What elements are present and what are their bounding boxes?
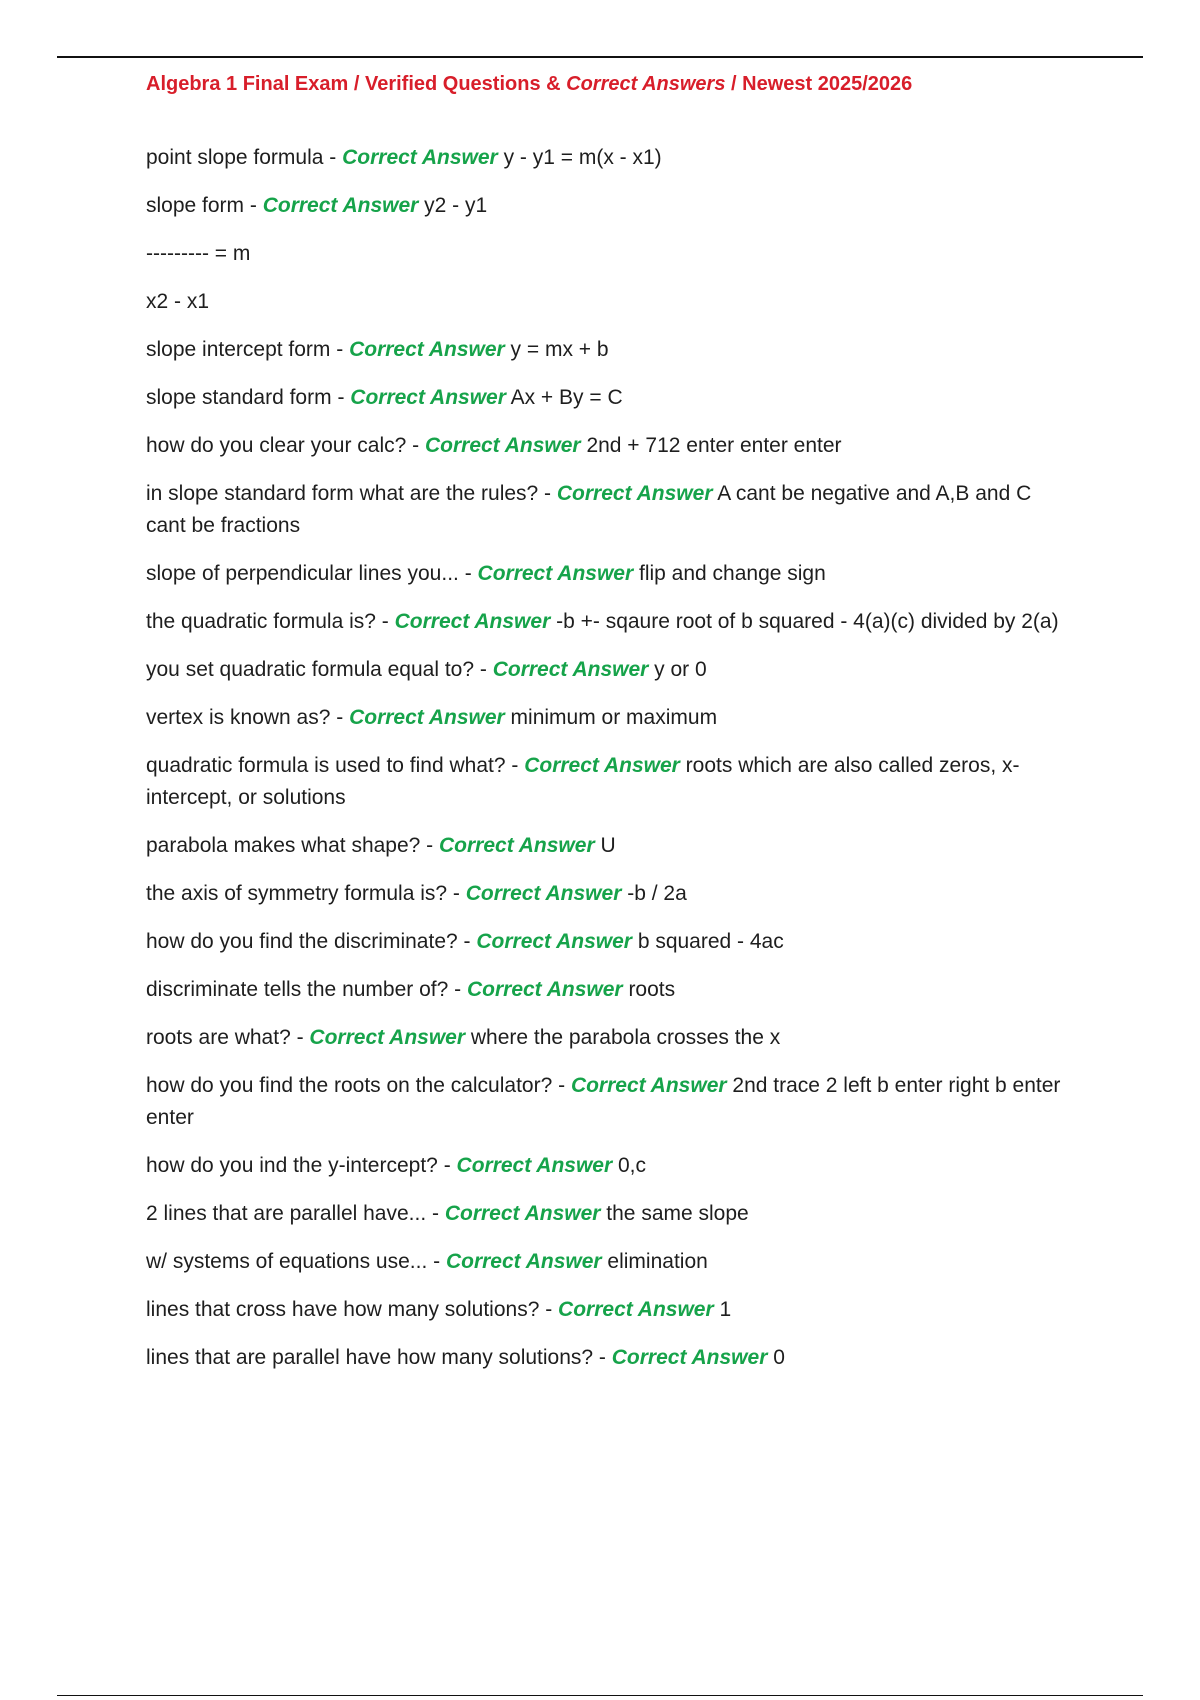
text-line: x2 - x1 (146, 290, 210, 313)
answer-text: y2 - y1 (424, 194, 488, 217)
separator: - (538, 482, 557, 505)
answer-text: 2nd + 712 enter enter enter (586, 434, 842, 457)
separator: - (330, 338, 350, 361)
text-line: --------- = m (146, 242, 251, 265)
answer-text: the same slope (606, 1202, 749, 1225)
answer-text: minimum or maximum (510, 706, 718, 729)
separator: - (375, 610, 395, 633)
correct-answer-label: Correct Answer (309, 1026, 466, 1049)
correct-answer-label: Correct Answer (476, 930, 632, 953)
question-text: vertex is known as? (146, 706, 331, 729)
correct-answer-label: Correct Answer (570, 1074, 727, 1097)
answer-text: -b +- sqaure root of b squared - 4(a)(c) divided by 2(a) (556, 610, 1059, 633)
answer-text: 1 (719, 1298, 732, 1321)
qa-item (146, 878, 1076, 910)
question-text: how do you clear your calc? (146, 434, 407, 457)
question-text: how do you find the roots on the calculator? (146, 1074, 553, 1097)
answer-text: roots which are also called zeros, x-intercept, or solutions (146, 754, 1020, 809)
correct-answer-label: Correct Answer (349, 706, 505, 729)
question-text: parabola makes what shape? (146, 834, 421, 857)
bottom-rule (57, 1695, 1143, 1696)
question-text: lines that cross have how many solutions? (146, 1298, 540, 1321)
answer-text: b squared - 4ac (637, 930, 784, 953)
question-text: point slope formula (146, 146, 324, 169)
question-text: slope standard form (146, 386, 332, 409)
correct-answer-label: Correct Answer (439, 834, 595, 857)
question-text: you set quadratic formula equal to? (146, 658, 475, 681)
correct-answer-label: Correct Answer (456, 1154, 613, 1177)
qa-item (146, 382, 1076, 414)
question-text: discriminate tells the number of? (146, 978, 449, 1001)
separator: - (330, 706, 350, 729)
correct-answer-label: Correct Answer (424, 434, 581, 457)
question-text: lines that are parallel have how many solutions? (146, 1346, 594, 1369)
separator: - (448, 978, 467, 1001)
separator: - (552, 1074, 571, 1097)
qa-item (146, 430, 1076, 462)
document-header (146, 73, 1126, 96)
answer-text: U (600, 834, 616, 857)
separator: - (593, 1346, 612, 1369)
question-text: how do you find the discriminate? (146, 930, 458, 953)
answer-text: -b / 2a (627, 882, 687, 905)
question-text: in slope standard form what are the rules? (146, 482, 539, 505)
answer-text: elimination (607, 1250, 708, 1273)
qa-item (146, 478, 1076, 542)
qa-item (146, 1198, 1076, 1230)
qa-item (146, 1150, 1076, 1182)
separator: - (406, 434, 425, 457)
question-text: w/ systems of equations use... (146, 1250, 428, 1273)
question-text: slope form (146, 194, 245, 217)
question-text: the axis of symmetry formula is? (146, 882, 448, 905)
correct-answer-label: Correct Answer (477, 562, 634, 585)
answer-text: y or 0 (654, 658, 707, 681)
qa-item (146, 142, 1076, 174)
qa-item (146, 190, 1076, 222)
question-text: how do you ind the y-intercept? (146, 1154, 438, 1177)
qa-item (146, 974, 1076, 1006)
correct-answer-label: Correct Answer (556, 482, 713, 505)
correct-answer-label: Correct Answer (394, 610, 551, 633)
separator: - (505, 754, 525, 777)
correct-answer-label: Correct Answer (492, 658, 649, 681)
answer-text: flip and change sign (638, 562, 826, 585)
question-text: slope of perpendicular lines you... (146, 562, 459, 585)
qa-item (146, 1246, 1076, 1278)
header-title-suffix: / Newest 2025/2026 (725, 73, 913, 95)
correct-answer-label: Correct Answer (342, 146, 498, 169)
separator: - (426, 1202, 445, 1225)
correct-answer-label: Correct Answer (349, 338, 505, 361)
correct-answer-label: Correct Answer (558, 1298, 714, 1321)
qa-item (146, 558, 1076, 590)
qa-list (146, 142, 1076, 1390)
separator: - (290, 1026, 310, 1049)
qa-item (146, 1342, 1076, 1374)
correct-answer-label: Correct Answer (262, 194, 419, 217)
separator: - (457, 930, 477, 953)
question-text: roots are what? (146, 1026, 291, 1049)
correct-answer-label: Correct Answer (611, 1346, 768, 1369)
separator: - (323, 146, 343, 169)
qa-item (146, 702, 1076, 734)
separator: - (437, 1154, 457, 1177)
qa-item (146, 830, 1076, 862)
answer-text: where the parabola crosses the x (470, 1026, 781, 1049)
qa-item (146, 750, 1076, 814)
answer-text: 2nd trace 2 left b enter right b enter enter (146, 1074, 1061, 1129)
separator: - (474, 658, 493, 681)
correct-answer-label: Correct Answer (444, 1202, 601, 1225)
question-text: 2 lines that are parallel have... (146, 1202, 427, 1225)
answer-text: 0 (773, 1346, 785, 1369)
answer-text: A cant be negative and A,B and C cant be fractions (146, 482, 1032, 537)
separator: - (427, 1250, 446, 1273)
header-title-italic: Correct Answers (566, 73, 726, 95)
qa-item (146, 606, 1076, 638)
qa-item (146, 1022, 1076, 1054)
separator: - (458, 562, 478, 585)
answer-text: Ax + By = C (510, 386, 623, 409)
correct-answer-label: Correct Answer (350, 386, 506, 409)
question-text: the quadratic formula is? (146, 610, 376, 633)
separator: - (244, 194, 263, 217)
qa-item (146, 1294, 1076, 1326)
answer-text: 0,c (617, 1154, 646, 1177)
header-title: Algebra 1 Final Exam / Verified Questions & (146, 73, 567, 95)
qa-item (146, 926, 1076, 958)
separator: - (447, 882, 466, 905)
qa-item (146, 1070, 1076, 1134)
question-text: slope intercept form (146, 338, 331, 361)
top-rule (57, 56, 1143, 58)
correct-answer-label: Correct Answer (524, 754, 680, 777)
answer-text: roots (628, 978, 676, 1001)
answer-text: y - y1 = m(x - x1) (503, 146, 662, 169)
answer-text: y = mx + b (510, 338, 609, 361)
correct-answer-label: Correct Answer (445, 1250, 602, 1273)
qa-item (146, 654, 1076, 686)
separator: - (539, 1298, 559, 1321)
separator: - (331, 386, 351, 409)
correct-answer-label: Correct Answer (466, 978, 623, 1001)
separator: - (420, 834, 440, 857)
correct-answer-label: Correct Answer (465, 882, 622, 905)
qa-item (146, 334, 1076, 366)
question-text: quadratic formula is used to find what? (146, 754, 506, 777)
